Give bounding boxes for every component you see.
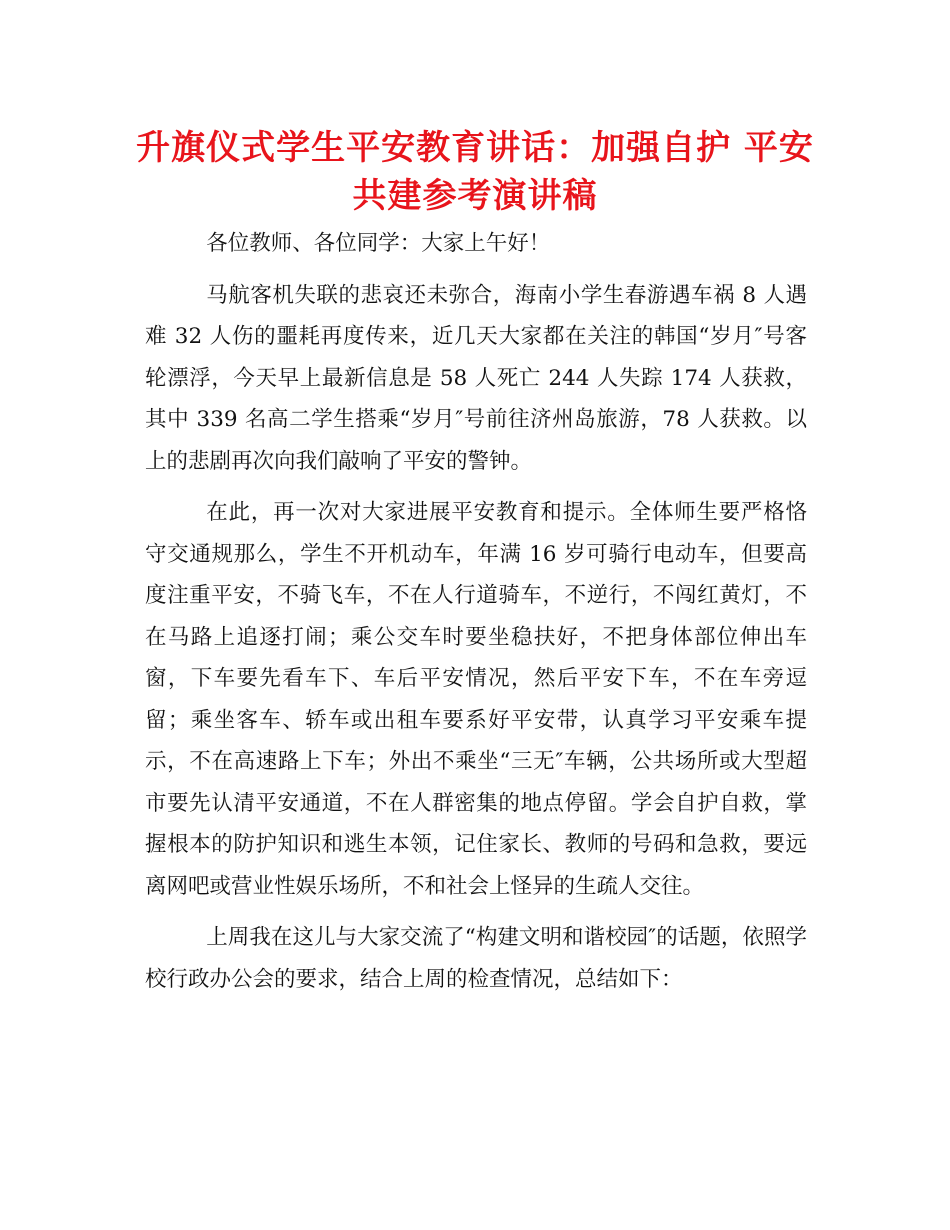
paragraph-news: 马航客机失联的悲哀还未弥合，海南小学生春游遇车祸 8 人遇难 32 人伤的噩耗再度传来，近几天大家都在关注的韩国“岁月″号客轮漂浮，今天早上最新信息是 58 人死亡 244 人失踪 174 人获救，其中 339 名高二学生搭乘“岁月″号前往济州岛旅游，78 人获救。以上的悲剧再次向我们敲响了平安的警钟。 (145, 282, 807, 474)
paragraph-greeting: 各位教师、各位同学：大家上午好！ (206, 231, 551, 256)
paragraph-summary-intro: 上周我在这儿与大家交流了“构建文明和谐校园″的话题，依照学校行政办公会的要求，结合上周的检查情况，总结如下： (145, 925, 807, 992)
document-body (145, 223, 807, 1010)
paragraph-safety-tips: 在此，再一次对大家进展平安教育和提示。全体师生要严格恪守交通规那么，学生不开机动车，年满 16 岁可骑行电动车，但要高度注重平安，不骑飞车，不在人行道骑车，不逆行，不闯红黄灯，不在马路上追逐打闹；乘公交车时要坐稳扶好，不把身体部位伸出车窗，下车要先看车下、车后平安情况，然后平安下车，不在车旁逗留；乘坐客车、轿车或出租车要系好平安带，认真学习平安乘车提示，不在高速路上下车；外出不乘坐“三无″车辆，公共场所或大型超市要先认清平安通道，不在人群密集的地点停留。学会自护自救，掌握根本的防护知识和逃生本领，记住家长、教师的号码和急救，要远离网吧或营业性娱乐场所，不和社会上怪异的生疏人交往。 (145, 500, 807, 899)
page-title: 升旗仪式学生平安教育讲话：加强自护 平安共建参考演讲稿 (136, 128, 814, 216)
